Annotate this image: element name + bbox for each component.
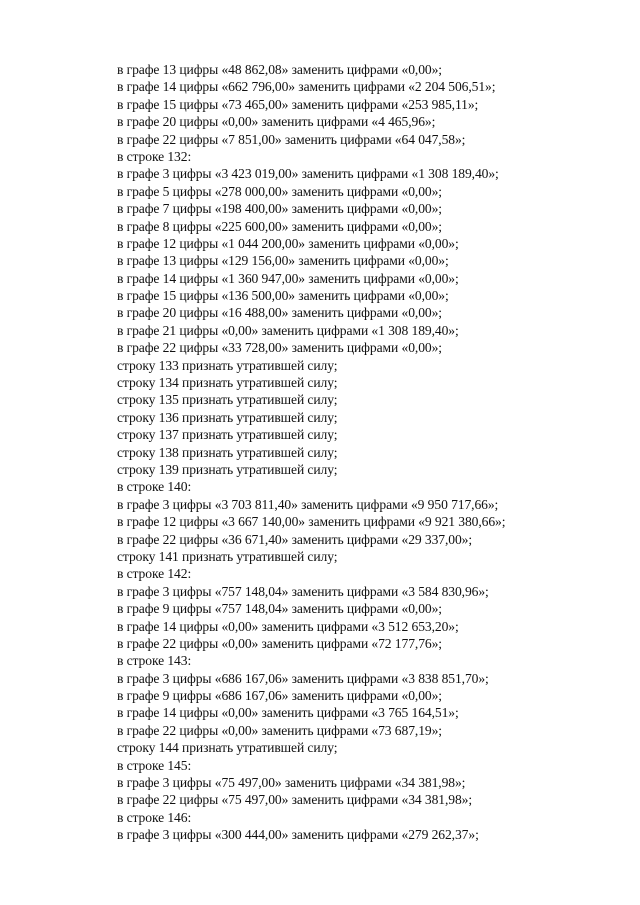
text-line: в графе 3 цифры «686 167,06» заменить цифрами «3 838 851,70»; [117,670,489,686]
text-line: строку 144 признать утратившей силу; [117,740,338,756]
text-line: в графе 3 цифры «75 497,00» заменить цифрами «34 381,98»; [117,775,466,791]
text-line: в графе 12 цифры «3 667 140,00» заменить цифрами «9 921 380,66»; [117,514,506,530]
text-line: строку 141 признать утратившей силу; [117,548,338,564]
text-line: строку 137 признать утратившей силу; [117,427,338,443]
text-line: строку 139 признать утратившей силу; [117,461,338,477]
text-line: в графе 3 цифры «3 703 811,40» заменить цифрами «9 950 717,66»; [117,496,499,512]
text-line: в графе 20 цифры «16 488,00» заменить цифрами «0,00»; [117,305,442,321]
text-line: в графе 5 цифры «278 000,00» заменить цифрами «0,00»; [117,183,442,199]
text-line: в графе 13 цифры «129 156,00» заменить цифрами «0,00»; [117,253,449,269]
text-line: в графе 3 цифры «757 148,04» заменить цифрами «3 584 830,96»; [117,583,489,599]
text-line: в графе 22 цифры «7 851,00» заменить цифрами «64 047,58»; [117,131,466,147]
text-line: в строке 146: [117,809,192,825]
text-line: в графе 22 цифры «36 671,40» заменить цифрами «29 337,00»; [117,531,473,547]
text-line: в графе 14 цифры «0,00» заменить цифрами «3 512 653,20»; [117,618,459,634]
text-line: в строке 145: [117,757,192,773]
text-line: в графе 14 цифры «662 796,00» заменить цифрами «2 204 506,51»; [117,79,496,95]
text-line: в строке 140: [117,479,192,495]
text-line: в графе 9 цифры «757 148,04» заменить цифрами «0,00»; [117,601,442,617]
text-line: в графе 8 цифры «225 600,00» заменить цифрами «0,00»; [117,218,442,234]
text-line: в графе 20 цифры «0,00» заменить цифрами «4 465,96»; [117,114,436,130]
text-line: в графе 14 цифры «0,00» заменить цифрами «3 765 164,51»; [117,705,459,721]
text-line: строку 134 признать утратившей силу; [117,375,338,391]
text-line: в графе 7 цифры «198 400,00» заменить цифрами «0,00»; [117,201,442,217]
text-line: в графе 22 цифры «33 728,00» заменить цифрами «0,00»; [117,340,442,356]
text-line: в графе 3 цифры «300 444,00» заменить цифрами «279 262,37»; [117,827,479,843]
text-line: в графе 14 цифры «1 360 947,00» заменить цифрами «0,00»; [117,270,459,286]
text-line: в графе 3 цифры «3 423 019,00» заменить цифрами «1 308 189,40»; [117,166,499,182]
text-line: в строке 132: [117,148,192,164]
text-line: строку 136 признать утратившей силу; [117,409,338,425]
text-line: строку 135 признать утратившей силу; [117,392,338,408]
text-line: в графе 22 цифры «0,00» заменить цифрами «73 687,19»; [117,722,442,738]
text-line: в строке 142: [117,566,192,582]
text-line: в строке 143: [117,653,192,669]
text-line: в графе 12 цифры «1 044 200,00» заменить цифрами «0,00»; [117,235,459,251]
text-line: в графе 15 цифры «73 465,00» заменить цифрами «253 985,11»; [117,96,479,112]
text-line: в графе 22 цифры «75 497,00» заменить цифрами «34 381,98»; [117,792,473,808]
text-line: в графе 15 цифры «136 500,00» заменить цифрами «0,00»; [117,288,449,304]
text-line: в графе 9 цифры «686 167,06» заменить цифрами «0,00»; [117,688,442,704]
text-line: строку 133 признать утратившей силу; [117,357,338,373]
text-line: в графе 13 цифры «48 862,08» заменить цифрами «0,00»; [117,62,442,77]
text-line: в графе 21 цифры «0,00» заменить цифрами «1 308 189,40»; [117,322,459,338]
text-line: строку 138 признать утратившей силу; [117,444,338,460]
text-line: в графе 22 цифры «0,00» заменить цифрами «72 177,76»; [117,635,442,651]
amendment-lines [117,61,617,844]
